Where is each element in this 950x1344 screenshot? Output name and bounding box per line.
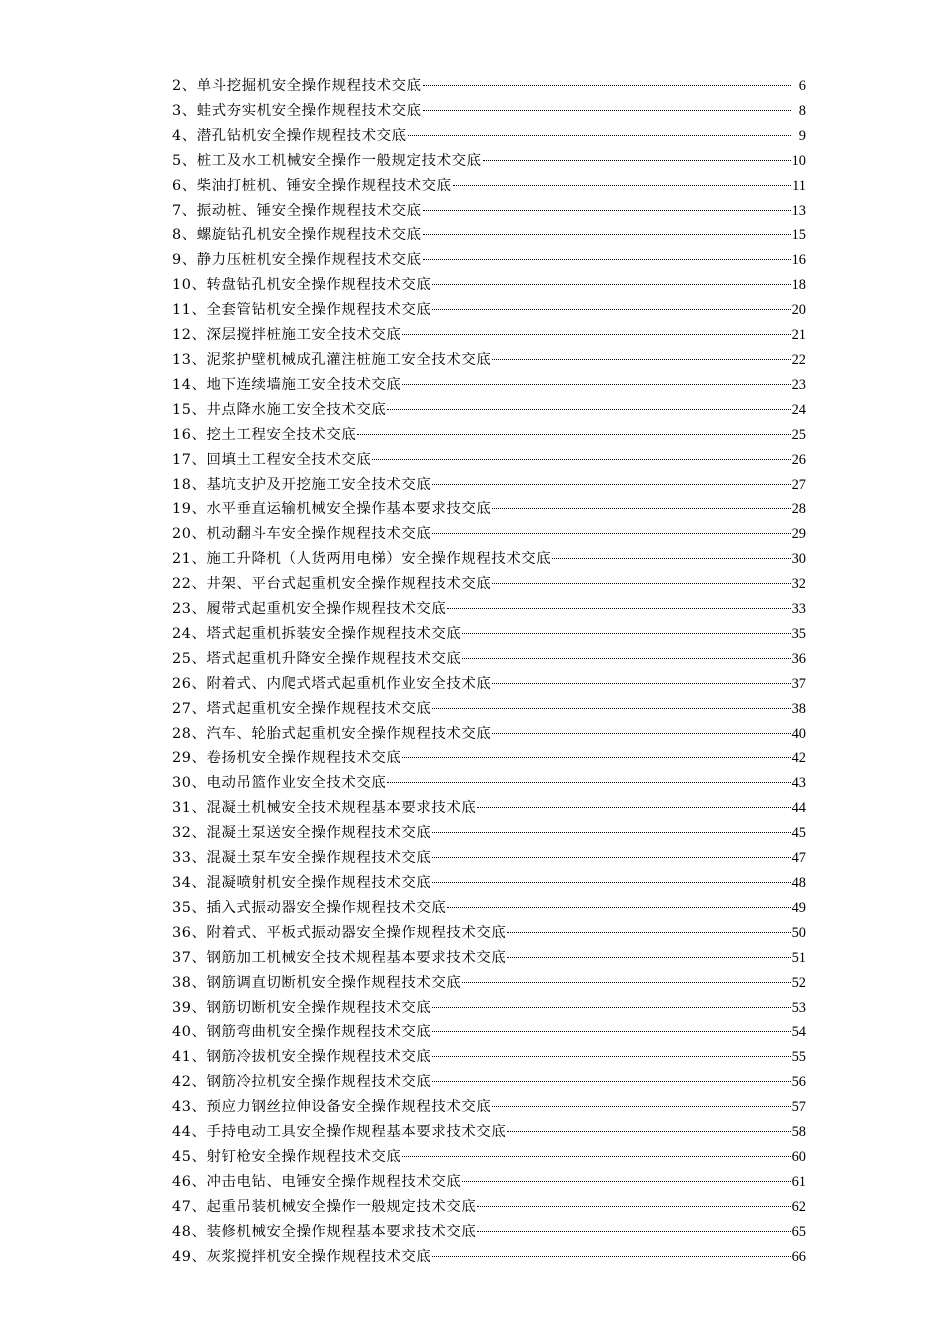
toc-entry[interactable] [172,821,806,846]
toc-dot-leader [507,1131,790,1132]
toc-entry-title: 6、柴油打桩机、锤安全操作规程技术交底 [172,177,452,194]
toc-entry-title: 20、机动翻斗车安全操作规程技术交底 [172,526,432,543]
toc-entry-page-number: 15 [791,227,806,244]
toc-entry[interactable] [172,1220,806,1245]
toc-dot-leader [432,1007,790,1008]
toc-dot-leader [432,1256,790,1257]
toc-dot-leader [387,409,790,410]
toc-entry-title: 36、附着式、平板式振动器安全操作规程技术交底 [172,924,507,941]
toc-entry[interactable] [172,423,806,448]
toc-dot-leader [357,434,790,435]
toc-entry-title: 44、手持电动工具安全操作规程基本要求技术交底 [172,1124,507,1141]
toc-entry-page-number: 30 [791,551,806,568]
toc-entry[interactable] [172,298,806,323]
toc-entry[interactable] [172,622,806,647]
toc-entry-title: 13、泥浆护壁机械成孔灌注桩施工安全技术交底 [172,351,492,368]
toc-dot-leader [432,309,790,310]
toc-entry-title: 46、冲击电钻、电锤安全操作规程技术交底 [172,1173,462,1190]
toc-entry-title: 34、混凝喷射机安全操作规程技术交底 [172,875,432,891]
toc-entry[interactable] [172,273,806,298]
toc-entry-title: 25、塔式起重机升降安全操作规程技术交底 [172,650,462,667]
toc-entry-title: 32、混凝土泵送安全操作规程技术交底 [172,825,432,842]
toc-entry-title: 8、螺旋钻孔机安全操作规程技术交底 [172,227,422,244]
toc-entry-page-number: 62 [791,1198,806,1215]
toc-entry-title: 9、静力压桩机安全操作规程技术交底 [172,252,422,269]
toc-entry-page-number: 8 [798,102,806,119]
toc-entry-page-number: 37 [791,675,806,692]
toc-entry-page-number: 33 [791,601,806,618]
toc-dot-leader [402,1156,790,1157]
toc-dot-leader [432,533,790,534]
toc-entry-page-number: 43 [791,775,806,792]
toc-entry-title: 48、装修机械安全操作规程基本要求技术交底 [172,1223,477,1240]
toc-entry[interactable] [172,174,806,199]
toc-dot-leader [507,957,790,958]
toc-entry-title: 39、钢筋切断机安全操作规程技术交底 [172,999,432,1016]
toc-entry-page-number: 10 [791,152,806,169]
toc-dot-leader [432,1081,790,1082]
toc-dot-leader [402,334,790,335]
toc-dot-leader [462,633,790,634]
toc-entry-title: 5、桩工及水工机械安全操作一般规定技术交底 [172,152,482,169]
toc-entry-title: 47、起重吊装机械安全操作一般规定技术交底 [172,1198,477,1215]
toc-entry[interactable] [172,896,806,921]
toc-dot-leader [492,733,790,734]
toc-entry[interactable] [172,846,806,871]
toc-entry-page-number: 42 [791,750,806,767]
toc-dot-leader [408,135,791,136]
toc-entry[interactable] [172,497,806,522]
toc-entry-title: 28、汽车、轮胎式起重机安全操作规程技术交底 [172,725,492,742]
toc-dot-leader [447,608,790,609]
toc-entry-page-number: 9 [798,127,806,144]
toc-entry-page-number: 58 [791,1124,806,1141]
toc-entry-page-number: 24 [791,401,806,418]
toc-dot-leader [432,284,790,285]
toc-dot-leader [462,658,790,659]
toc-entry-title: 27、塔式起重机安全操作规程技术交底 [172,700,432,717]
toc-entry[interactable] [172,1195,806,1220]
toc-entry-title: 30、电动吊篮作业安全技术交底 [172,775,387,792]
toc-dot-leader [432,1031,790,1032]
toc-entry-page-number: 20 [791,302,806,319]
toc-entry-title: 40、钢筋弯曲机安全操作规程技术交底 [172,1024,432,1041]
toc-entry[interactable] [172,1045,806,1070]
toc-entry-page-number: 48 [791,875,806,891]
toc-entry[interactable] [172,522,806,547]
toc-entry-page-number: 53 [791,999,806,1016]
toc-entry-page-number: 25 [791,426,806,443]
toc-entry[interactable] [172,1245,806,1270]
toc-entry-title: 24、塔式起重机拆装安全操作规程技术交底 [172,625,462,642]
toc-entry-title: 33、混凝土泵车安全操作规程技术交底 [172,850,432,867]
toc-entry[interactable] [172,248,806,273]
toc-dot-leader [387,782,790,783]
toc-entry[interactable] [172,771,806,796]
toc-dot-leader [492,508,790,509]
toc-dot-leader [477,1231,790,1232]
toc-entry-title: 14、地下连续墙施工安全技术交底 [172,376,402,393]
toc-entry-title: 17、回填土工程安全技术交底 [172,451,372,468]
toc-entry-page-number: 28 [791,501,806,518]
toc-entry-title: 31、混凝土机械安全技术规程基本要求技术底 [172,800,477,817]
toc-dot-leader [447,907,790,908]
toc-entry[interactable] [172,647,806,672]
toc-entry-page-number: 50 [791,924,806,941]
toc-entry[interactable] [172,99,806,124]
toc-entry[interactable] [172,722,806,747]
toc-entry-page-number: 36 [791,650,806,667]
toc-entry-page-number: 60 [791,1148,806,1165]
toc-entry-title: 43、预应力钢丝拉伸设备安全操作规程技术交底 [172,1099,492,1116]
toc-entry-title: 16、挖土工程安全技术交底 [172,426,357,443]
toc-entry-title: 26、附着式、内爬式塔式起重机作业安全技术底 [172,675,492,692]
toc-entry-page-number: 38 [791,700,806,717]
toc-entry[interactable] [172,398,806,423]
toc-entry[interactable] [172,1070,806,1095]
toc-entry-page-number: 18 [791,277,806,294]
toc-dot-leader [492,1106,790,1107]
toc-entry[interactable] [172,996,806,1021]
toc-entry[interactable] [172,223,806,248]
toc-entry-page-number: 47 [791,850,806,867]
toc-entry[interactable] [172,473,806,498]
toc-entry-page-number: 26 [791,451,806,468]
toc-entry-title: 38、钢筋调直切断机安全操作规程技术交底 [172,974,462,991]
toc-dot-leader [402,757,790,758]
toc-dot-leader [507,932,790,933]
toc-dot-leader [423,234,791,235]
toc-entry[interactable] [172,946,806,971]
toc-entry-title: 3、蛙式夯实机安全操作规程技术交底 [172,102,422,119]
toc-dot-leader [423,210,791,211]
toc-dot-leader [432,832,790,833]
toc-entry-page-number: 44 [791,800,806,817]
toc-entry-title: 15、井点降水施工安全技术交底 [172,401,387,418]
toc-entry-page-number: 65 [791,1223,806,1240]
toc-entry-title: 12、深层搅拌桩施工安全技术交底 [172,327,402,344]
toc-entry[interactable] [172,1120,806,1145]
toc-entry-page-number: 16 [791,252,806,269]
toc-entry[interactable] [172,124,806,149]
toc-dot-leader [432,882,790,883]
toc-entry-title: 2、单斗挖掘机安全操作规程技术交底 [172,78,422,94]
toc-entry-title: 29、卷扬机安全操作规程技术交底 [172,750,402,767]
toc-entry[interactable] [172,1170,806,1195]
toc-dot-leader [492,683,790,684]
toc-entry[interactable] [172,373,806,398]
toc-entry-title: 22、井架、平台式起重机安全操作规程技术交底 [172,576,492,593]
toc-entry-title: 37、钢筋加工机械安全技术规程基本要求技术交底 [172,949,507,966]
toc-entry-title: 42、钢筋冷拉机安全操作规程技术交底 [172,1074,432,1091]
toc-entry[interactable] [172,74,806,99]
toc-entry-title: 11、全套管钻机安全操作规程技术交底 [172,302,432,319]
toc-entry[interactable] [172,796,806,821]
toc-entry-page-number: 11 [792,177,806,194]
toc-entry[interactable] [172,547,806,572]
toc-entry-page-number: 45 [791,825,806,842]
toc-entry[interactable] [172,149,806,174]
toc-dot-leader [423,259,791,260]
toc-entry-page-number: 55 [791,1049,806,1066]
table-of-contents [172,74,806,1270]
toc-dot-leader [423,110,791,111]
toc-entry[interactable] [172,871,806,896]
toc-entry-page-number: 29 [791,526,806,543]
toc-entry[interactable] [172,697,806,722]
toc-entry-page-number: 27 [791,476,806,493]
toc-entry[interactable] [172,971,806,996]
toc-entry[interactable] [172,921,806,946]
toc-entry[interactable] [172,1095,806,1120]
toc-entry-title: 21、施工升降机（人货两用电梯）安全操作规程技术交底 [172,551,552,568]
toc-entry-page-number: 13 [791,202,806,219]
toc-entry[interactable] [172,1020,806,1045]
toc-dot-leader [483,160,791,161]
toc-entry[interactable] [172,448,806,473]
toc-dot-leader [432,857,790,858]
toc-entry-title: 45、射钉枪安全操作规程技术交底 [172,1148,402,1165]
toc-dot-leader [477,1206,790,1207]
toc-dot-leader [492,583,790,584]
toc-entry-page-number: 35 [791,625,806,642]
toc-entry-page-number: 54 [791,1024,806,1041]
toc-entry[interactable] [172,572,806,597]
toc-entry-title: 19、水平垂直运输机械安全操作基本要求技交底 [172,501,492,518]
toc-entry-page-number: 56 [791,1074,806,1091]
toc-entry-page-number: 52 [791,974,806,991]
toc-entry-title: 10、转盘钻孔机安全操作规程技术交底 [172,277,432,294]
toc-dot-leader [432,1056,790,1057]
toc-entry[interactable] [172,597,806,622]
toc-entry-page-number: 66 [791,1248,806,1265]
toc-entry[interactable] [172,199,806,224]
toc-dot-leader [432,708,790,709]
toc-entry-title: 41、钢筋冷拔机安全操作规程技术交底 [172,1049,432,1066]
toc-entry[interactable] [172,672,806,697]
toc-dot-leader [552,558,790,559]
toc-entry-page-number: 23 [791,376,806,393]
toc-entry-page-number: 32 [791,576,806,593]
toc-entry-title: 23、履带式起重机安全操作规程技术交底 [172,601,447,618]
toc-entry-title: 49、灰浆搅拌机安全操作规程技术交底 [172,1248,432,1265]
toc-dot-leader [462,1181,790,1182]
toc-entry-page-number: 21 [791,327,806,344]
toc-dot-leader [492,359,790,360]
toc-dot-leader [477,807,790,808]
toc-entry[interactable] [172,323,806,348]
toc-dot-leader [423,85,791,86]
toc-dot-leader [372,459,790,460]
toc-dot-leader [453,185,791,186]
toc-dot-leader [402,384,790,385]
toc-entry-title: 4、潜孔钻机安全操作规程技术交底 [172,127,407,144]
toc-entry-page-number: 61 [791,1173,806,1190]
toc-entry-title: 7、振动桩、锤安全操作规程技术交底 [172,202,422,219]
toc-entry-page-number: 40 [791,725,806,742]
toc-entry-page-number: 57 [791,1099,806,1116]
toc-entry[interactable] [172,348,806,373]
toc-dot-leader [462,982,790,983]
toc-entry[interactable] [172,746,806,771]
toc-entry[interactable] [172,1145,806,1170]
toc-entry-page-number: 6 [798,78,806,94]
toc-dot-leader [432,484,790,485]
toc-entry-title: 18、基坑支护及开挖施工安全技术交底 [172,476,432,493]
toc-entry-page-number: 22 [791,351,806,368]
toc-entry-title: 35、插入式振动器安全操作规程技术交底 [172,899,447,916]
toc-entry-page-number: 49 [791,899,806,916]
toc-entry-page-number: 51 [791,949,806,966]
